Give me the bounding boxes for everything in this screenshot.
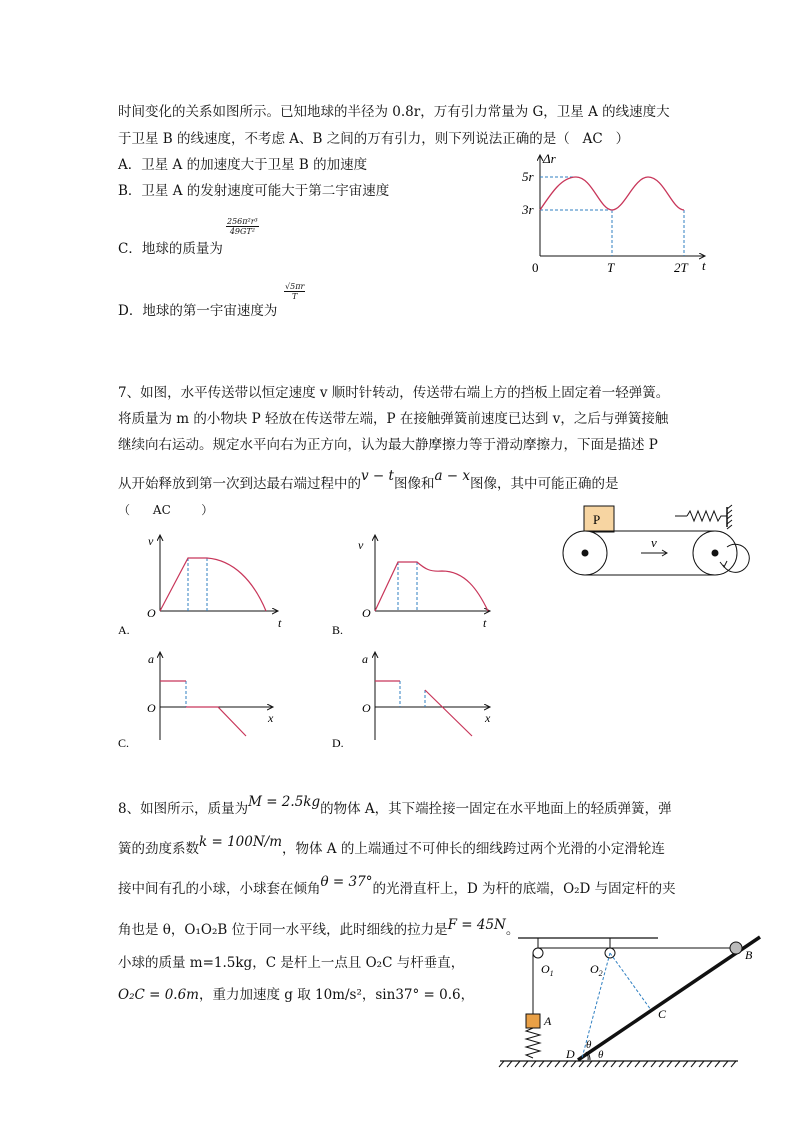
q7-line4 xyxy=(118,468,619,492)
q8-line3-pre: 接中间有孔的小球，小球套在倾角 xyxy=(118,881,321,897)
right-roller-center xyxy=(712,550,719,557)
q8-o2c: O₂C = 0.6m xyxy=(118,987,199,1003)
belt-v-label: v xyxy=(651,535,657,550)
q7-line3: 继续向右运动。规定水平向右为正方向，认为最大静摩擦力等于滑动摩擦力，下面是描述 P xyxy=(118,437,658,453)
q6-t-label: t xyxy=(702,258,706,273)
q8-line4-post: 。 xyxy=(505,922,520,938)
q7c-label: C. xyxy=(118,736,130,750)
q7-line1: 7、如图，水平传送带以恒定速度 v 顺时针转动，传送带右端上方的挡板上固定着一轻弹簧。 xyxy=(118,385,670,401)
q8-line2-post: ，物体 A 的上端通过不可伸长的细线跨过两个光滑的小定滑轮连 xyxy=(282,841,665,857)
q7-answer: AC xyxy=(152,503,171,517)
q7d-x: x xyxy=(485,711,491,725)
q7d-o: O xyxy=(362,701,371,715)
ball-b xyxy=(730,942,742,954)
spring-coil xyxy=(687,511,727,521)
q7-line4-mid: 图像和 xyxy=(393,476,435,492)
pulley-o1 xyxy=(533,948,543,958)
label-a: A xyxy=(544,1014,552,1028)
q6-T: T xyxy=(607,260,615,275)
q6-option-c-den: 49GT² xyxy=(229,227,255,236)
q6-ylabel: Δr xyxy=(543,151,556,166)
q8-line1-post: 的物体 A，其下端拴接一固定在水平地面上的轻质弹簧，弹 xyxy=(320,801,672,817)
left-roller-center xyxy=(582,550,589,557)
q6-line1: 时间变化的关系如图所示。已知地球的半径为 0.8r，万有引力常量为 G，卫星 A 的线速度大 xyxy=(118,104,670,120)
q6-y3r: 3r xyxy=(522,202,534,217)
q8-f: F = 45N xyxy=(447,917,506,933)
q7c-o: O xyxy=(147,701,156,715)
label-o2: $O_2$ xyxy=(590,962,603,978)
q7-line2: 将质量为 m 的小物块 P 轻放在传送带左端，P 在接触弹簧前速度已达到 v，之后与弹簧接触 xyxy=(118,411,669,427)
q6-option-c: C．地球的质量为 xyxy=(118,241,223,257)
q6-answer: AC xyxy=(582,131,603,147)
label-theta-2: θ xyxy=(598,1049,604,1061)
q8-line5: 小球的质量 m=1.5kg，C 是杆上一点且 O₂C 与杆垂直， xyxy=(118,955,465,971)
q7c-a: a xyxy=(148,652,154,666)
q6-curve xyxy=(540,177,684,210)
q6-y5r: 5r xyxy=(522,169,534,184)
dash-o2-c xyxy=(610,953,651,1010)
q7a-t: t xyxy=(278,616,282,630)
q7a-label: A. xyxy=(118,623,130,637)
q8-figure xyxy=(498,928,768,1073)
q7b-v: v xyxy=(358,538,364,552)
q6-line2-text: 于卫星 B 的线速度，不考虑 A、B 之间的万有引力，则下列说法正确的是（ xyxy=(118,131,570,147)
q6-line2 xyxy=(118,127,629,147)
q8-sin: sin37° = 0.6 xyxy=(375,987,461,1003)
q7b-t: t xyxy=(483,616,487,630)
q7c-x: x xyxy=(268,711,274,725)
spring-a xyxy=(526,1028,540,1058)
q8-mass: M = 2.5kg xyxy=(248,794,321,810)
q6-option-d-num: √5πr xyxy=(285,282,305,291)
q8-line6-mid: ，重力加速度 g 取 10m/s²， xyxy=(198,987,376,1003)
block-p-label: P xyxy=(593,512,601,527)
q7a-v: v xyxy=(148,534,154,548)
q7d-label: D. xyxy=(332,736,344,750)
q7d-a: a xyxy=(362,652,368,666)
q6-option-c-num: 256π²r³ xyxy=(227,217,258,226)
q7a-curve xyxy=(160,558,266,611)
q7c-curve xyxy=(160,681,246,736)
q7-graph-b xyxy=(330,535,510,640)
q8-line1-pre: 8、如图所示，质量为 xyxy=(118,801,249,817)
q7a-o: O xyxy=(147,606,156,620)
q6-option-a: A．卫星 A 的加速度大于卫星 B 的加速度 xyxy=(118,157,368,173)
q6-option-b: B．卫星 A 的发射速度可能大于第二宇宙速度 xyxy=(118,183,390,199)
q6-origin: 0 xyxy=(532,260,539,275)
q6-option-d-fraction xyxy=(284,282,305,301)
label-d: D xyxy=(566,1047,575,1061)
q7-answer-close: ） xyxy=(201,503,214,517)
q7b-curve xyxy=(375,562,488,611)
q7b-label: B. xyxy=(332,623,344,637)
block-a xyxy=(526,1014,540,1028)
q8-line4-pre: 角也是 θ，O₁O₂B 位于同一水平线，此时细线的拉力是 xyxy=(118,922,448,938)
q7-line4-post: 图像，其中可能正确的是 xyxy=(470,476,619,492)
q8-line3 xyxy=(118,874,676,897)
q8-line4 xyxy=(118,918,519,938)
q6-line2-close: ） xyxy=(615,131,630,147)
q6-2T: 2T xyxy=(674,260,688,275)
q7-line4-pre: 从开始释放到第一次到达最右端过程中的 xyxy=(118,476,361,492)
q7-answer-open: （ xyxy=(118,503,131,517)
q7-conveyor-figure xyxy=(555,505,755,585)
q7-answer-line xyxy=(118,501,213,518)
q8-line6 xyxy=(118,983,474,1003)
q7b-o: O xyxy=(362,606,371,620)
q8-line2-pre: 簧的劲度系数 xyxy=(118,841,199,857)
q8-line1 xyxy=(118,794,672,817)
q8-theta: θ = 37° xyxy=(320,874,373,890)
q8-line6-post: ， xyxy=(460,987,475,1003)
q7-graph-a xyxy=(118,535,298,640)
q7d-curve xyxy=(375,681,472,736)
q8-line2 xyxy=(118,834,665,857)
label-theta-1: θ xyxy=(586,1039,592,1051)
q6-option-d-den: T xyxy=(291,292,298,301)
label-c: C xyxy=(658,1007,667,1021)
q7-ax: a − x xyxy=(434,468,471,484)
label-b: B xyxy=(745,948,753,962)
q6-option-c-fraction xyxy=(226,217,259,236)
label-o1: $O_1$ xyxy=(541,962,554,978)
q8-k: k = 100N/m xyxy=(199,834,283,850)
q7-graph-c xyxy=(118,650,298,755)
q6-option-d: D．地球的第一宇宙速度为 xyxy=(118,303,278,319)
q7-graph-d xyxy=(330,650,510,755)
q6-graph xyxy=(510,150,710,280)
ground-hatch xyxy=(499,1061,736,1067)
q8-line3-post: 的光滑直杆上，D 为杆的底端，O₂D 与固定杆的夹 xyxy=(372,881,676,897)
q7-vt: v − t xyxy=(361,468,394,484)
